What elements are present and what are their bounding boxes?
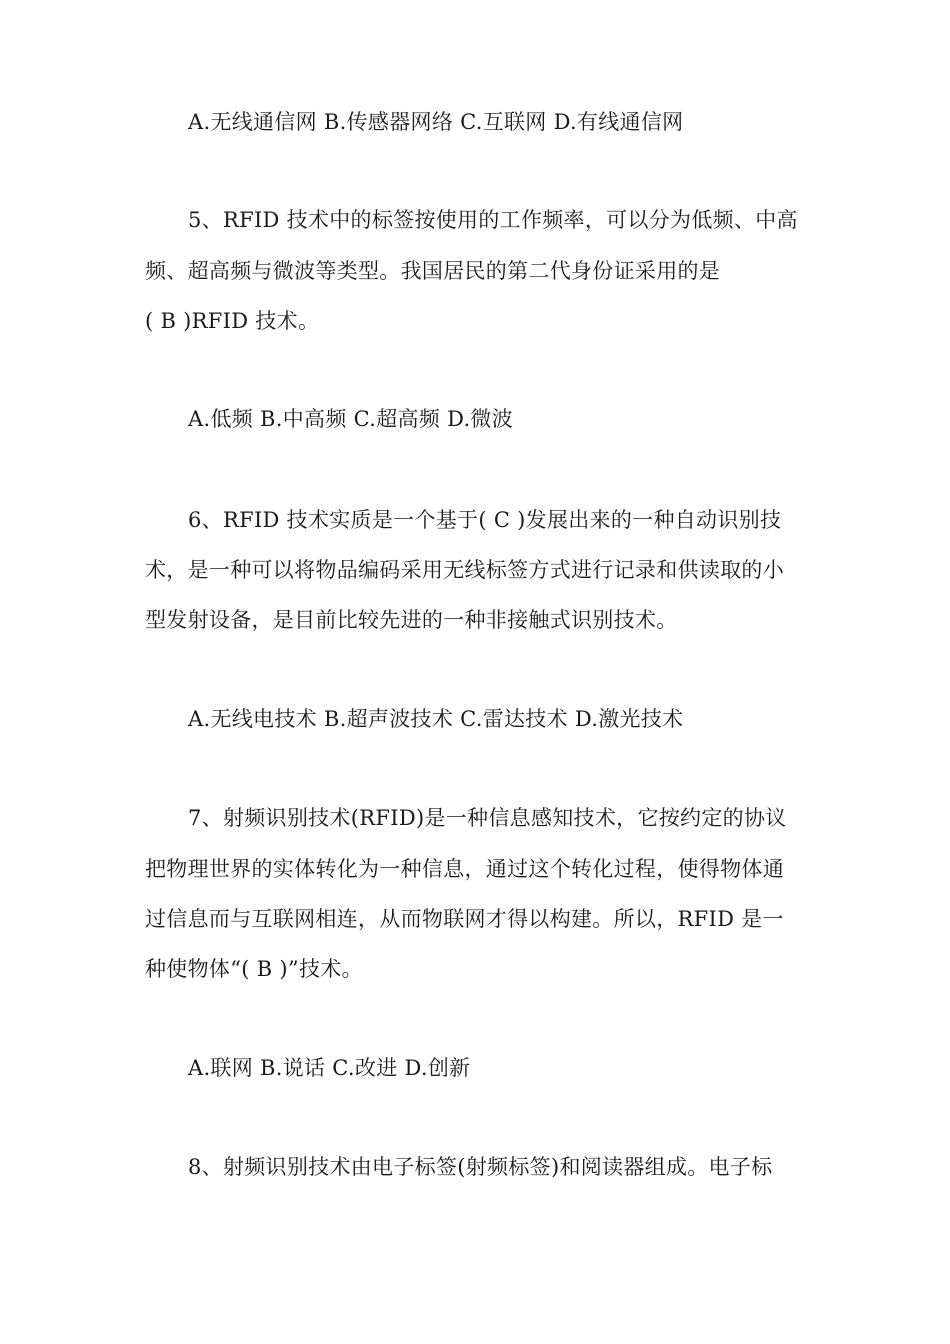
q7-line-2: 把物理世界的实体转化为一种信息，通过这个转化过程，使得物体通 — [145, 857, 784, 881]
q7-line-3: 过信息而与互联网相连，从而物联网才得以构建。所以，RFID 是一 — [145, 907, 784, 931]
q5-line-3: ( B )RFID 技术。 — [145, 309, 320, 333]
q4-options: A.无线通信网 B.传感器网络 C.互联网 D.有线通信网 — [188, 110, 684, 134]
q6-line-3: 型发射设备，是目前比较先进的一种非接触式识别技术。 — [145, 608, 678, 632]
q5-options: A.低频 B.中高频 C.超高频 D.微波 — [188, 407, 514, 431]
q6-options: A.无线电技术 B.超声波技术 C.雷达技术 D.激光技术 — [188, 707, 684, 731]
q7-line-1: 7、射频识别技术(RFID)是一种信息感知技术，它按约定的协议 — [188, 806, 787, 830]
q5-line-1: 5、RFID 技术中的标签按使用的工作频率，可以分为低频、中高 — [188, 208, 798, 232]
q5-line-2: 频、超高频与微波等类型。我国居民的第二代身份证采用的是 — [145, 259, 721, 283]
q6-line-2: 术，是一种可以将物品编码采用无线标签方式进行记录和供读取的小 — [145, 558, 784, 582]
q7-options: A.联网 B.说话 C.改进 D.创新 — [188, 1056, 471, 1080]
q6-line-1: 6、RFID 技术实质是一个基于( C )发展出来的一种自动识别技 — [188, 508, 782, 532]
q8-line-1: 8、射频识别技术由电子标签(射频标签)和阅读器组成。电子标 — [188, 1155, 773, 1179]
q7-line-4: 种使物体“( B )”技术。 — [145, 957, 363, 981]
